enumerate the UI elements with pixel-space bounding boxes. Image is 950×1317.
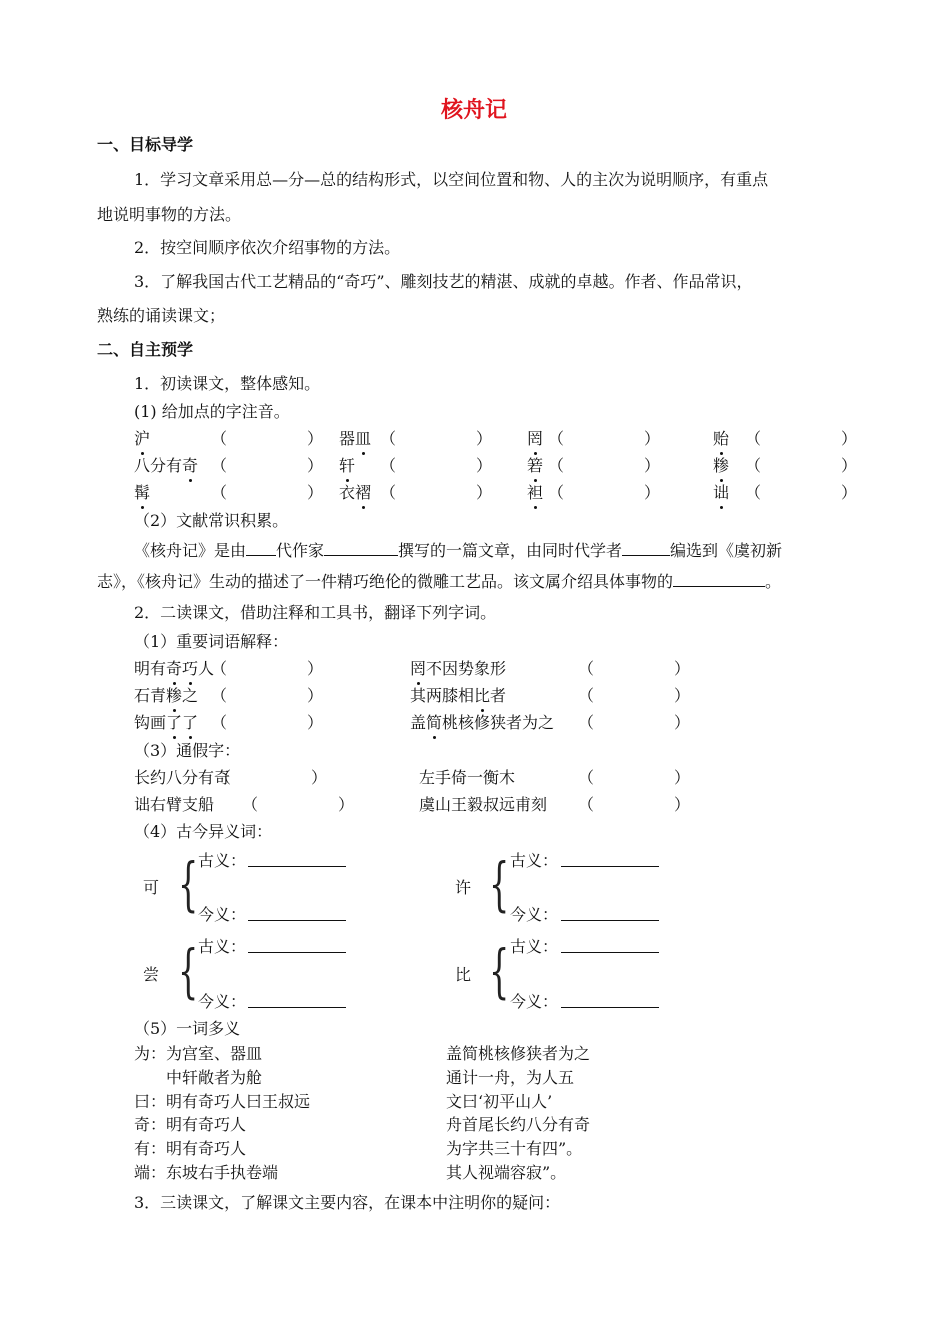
question-1-2: （2）文献常识积累。	[134, 511, 289, 530]
word-item: 其两膝相比者	[410, 686, 507, 705]
duoyi-left: 有：明有奇巧人	[134, 1139, 247, 1158]
duoyi-right: 文曰‘初平山人’	[446, 1092, 553, 1111]
yiyi-gu-blank[interactable]	[561, 866, 659, 867]
duoyi-left: 端：东坡右手执卷端	[134, 1163, 279, 1182]
page-title: 核舟记	[441, 98, 508, 123]
yiyi-jin-blank[interactable]	[561, 1007, 659, 1008]
duoyi-left: 奇：明有奇巧人	[134, 1115, 247, 1134]
pinyin-word: 沪	[134, 429, 151, 448]
pinyin-answer-paren[interactable]: （ ）	[745, 429, 858, 448]
question-2-3: （3）通假字：	[134, 741, 241, 760]
goal-3-line-1: 3．了解我国古代工艺精品的“奇巧”、雕刻技艺的精湛、成就的卓越。作者、作品常识，	[134, 272, 753, 291]
yiyi-gu-blank[interactable]	[248, 866, 346, 867]
goal-3-line-2: 熟练的诵读课文；	[97, 306, 226, 325]
question-2: 2．二读课文，借助注释和工具书，翻译下列字词。	[134, 603, 497, 622]
literature-line-1: 《核舟记》是由 代作家 撰写的一篇文章，由同时代学者 编选到《虞初新	[134, 541, 783, 560]
duoyi-right: 其人视端容寂”。	[446, 1163, 567, 1182]
literature-line-2: 志》，《核舟记》生动的描述了一件精巧绝伦的微雕工艺品。该文属介绍具体事物的 。	[97, 572, 782, 591]
pinyin-word: 箬	[527, 456, 544, 475]
pinyin-answer-paren[interactable]: （ ）	[745, 456, 858, 475]
brace-icon: {	[178, 937, 199, 1005]
duoyi-left: 曰：明有奇巧人曰王叔远	[134, 1092, 311, 1111]
word-answer-paren[interactable]: （ ）	[211, 659, 324, 678]
word-item: 盖简桃核修狭者为之	[410, 713, 555, 732]
question-2-5: （5）一词多义	[134, 1019, 241, 1038]
yiyi-jin-label: 今义：	[198, 905, 247, 924]
goal-1-line-2: 地说明事物的方法。	[97, 205, 242, 224]
duoyi-left: 中轩敞者为舱	[134, 1068, 263, 1087]
word-item: 钩画了了	[134, 713, 199, 732]
pinyin-answer-paren[interactable]: （ ）	[211, 429, 324, 448]
blank-genre[interactable]	[673, 572, 765, 587]
yiyi-jin-label: 今义：	[510, 992, 559, 1011]
yiyi-char: 尝	[143, 965, 160, 984]
yiyi-gu-label: 古义：	[510, 937, 559, 956]
word-answer-paren[interactable]: （ ）	[578, 713, 691, 732]
yiyi-jin-blank[interactable]	[248, 1007, 346, 1008]
yiyi-jin-label: 今义：	[198, 992, 247, 1011]
question-2-4: （4）古今异义词：	[134, 822, 273, 841]
duoyi-left: 为：为宫室、器皿	[134, 1044, 263, 1063]
section-heading-1: 一、目标导学	[97, 135, 194, 154]
goal-1-line-1: 1．学习文章采用总—分—总的结构形式，以空间位置和物、人的主次为说明顺序，有重点	[134, 170, 769, 189]
yiyi-gu-label: 古义：	[198, 937, 247, 956]
pinyin-word: 糁	[713, 456, 730, 475]
pinyin-answer-paren[interactable]: （ ）	[380, 429, 493, 448]
question-3: 3．三读课文，了解课文主要内容，在课本中注明你的疑问：	[134, 1193, 561, 1212]
pinyin-answer-paren[interactable]: （ ）	[548, 456, 661, 475]
duoyi-right: 舟首尾长约八分有奇	[446, 1115, 591, 1134]
yiyi-gu-blank[interactable]	[248, 952, 346, 953]
brace-icon: {	[178, 850, 199, 918]
goal-2: 2．按空间顺序依次介绍事物的方法。	[134, 238, 401, 257]
word-answer-paren[interactable]: （ ）	[578, 686, 691, 705]
pinyin-word: 罔	[527, 429, 544, 448]
question-1: 1．初读课文，整体感知。	[134, 374, 321, 393]
tongjia-answer-paren[interactable]: （ ）	[578, 768, 691, 787]
tongjia-item: 长约八分有奇	[134, 768, 231, 787]
yiyi-jin-blank[interactable]	[248, 920, 346, 921]
pinyin-answer-paren[interactable]: （ ）	[380, 483, 493, 502]
yiyi-gu-blank[interactable]	[561, 952, 659, 953]
question-2-1: （1）重要词语解释：	[134, 632, 289, 651]
pinyin-word: 袒	[527, 483, 544, 502]
blank-dynasty[interactable]	[246, 541, 276, 556]
pinyin-word: 八分有奇	[134, 456, 199, 475]
yiyi-jin-label: 今义：	[510, 905, 559, 924]
pinyin-word: 贻	[713, 429, 730, 448]
pinyin-word: 髯	[134, 483, 151, 502]
word-item: 石青糁之	[134, 686, 199, 705]
section-heading-2: 二、自主预学	[97, 340, 194, 359]
tongjia-answer-paren[interactable]: （ ）	[242, 795, 355, 814]
pinyin-answer-paren[interactable]: （ ）	[211, 483, 324, 502]
tongjia-answer-paren[interactable]: （ ）	[578, 795, 691, 814]
word-item: 罔不因势象形	[410, 659, 507, 678]
duoyi-right: 为字共三十有四”。	[446, 1139, 583, 1158]
brace-icon: {	[489, 850, 510, 918]
duoyi-right: 通计一舟，为人五	[446, 1068, 575, 1087]
pinyin-answer-paren[interactable]: （ ）	[745, 483, 858, 502]
pinyin-answer-paren[interactable]: （ ）	[548, 429, 661, 448]
yiyi-char: 可	[143, 878, 160, 897]
tongjia-item: 左手倚一衡木	[419, 768, 516, 787]
yiyi-char: 许	[455, 878, 472, 897]
blank-editor[interactable]	[622, 541, 670, 556]
brace-icon: {	[489, 937, 510, 1005]
pinyin-answer-paren[interactable]: （ ）	[380, 456, 493, 475]
pinyin-answer-paren[interactable]: （ ）	[211, 456, 324, 475]
word-answer-paren[interactable]: （ ）	[211, 713, 324, 732]
yiyi-gu-label: 古义：	[198, 851, 247, 870]
question-1-1: (1) 给加点的字注音。	[134, 402, 290, 421]
pinyin-word: 轩	[339, 456, 356, 475]
tongjia-item: 诎右臂支船	[134, 795, 215, 814]
tongjia-item: 虞山王毅叔远甫刻	[419, 795, 548, 814]
word-item: 明有奇巧人	[134, 659, 215, 678]
yiyi-char: 比	[455, 965, 472, 984]
yiyi-gu-label: 古义：	[510, 851, 559, 870]
pinyin-word: 器皿	[339, 429, 372, 448]
tongjia-answer-paren[interactable]: （ ）	[215, 768, 328, 787]
blank-author[interactable]	[324, 541, 398, 556]
pinyin-answer-paren[interactable]: （ ）	[548, 483, 661, 502]
word-answer-paren[interactable]: （ ）	[211, 686, 324, 705]
duoyi-right: 盖简桃核修狭者为之	[446, 1044, 591, 1063]
yiyi-jin-blank[interactable]	[561, 920, 659, 921]
pinyin-word: 衣褶	[339, 483, 372, 502]
word-answer-paren[interactable]: （ ）	[578, 659, 691, 678]
pinyin-word: 诎	[713, 483, 730, 502]
